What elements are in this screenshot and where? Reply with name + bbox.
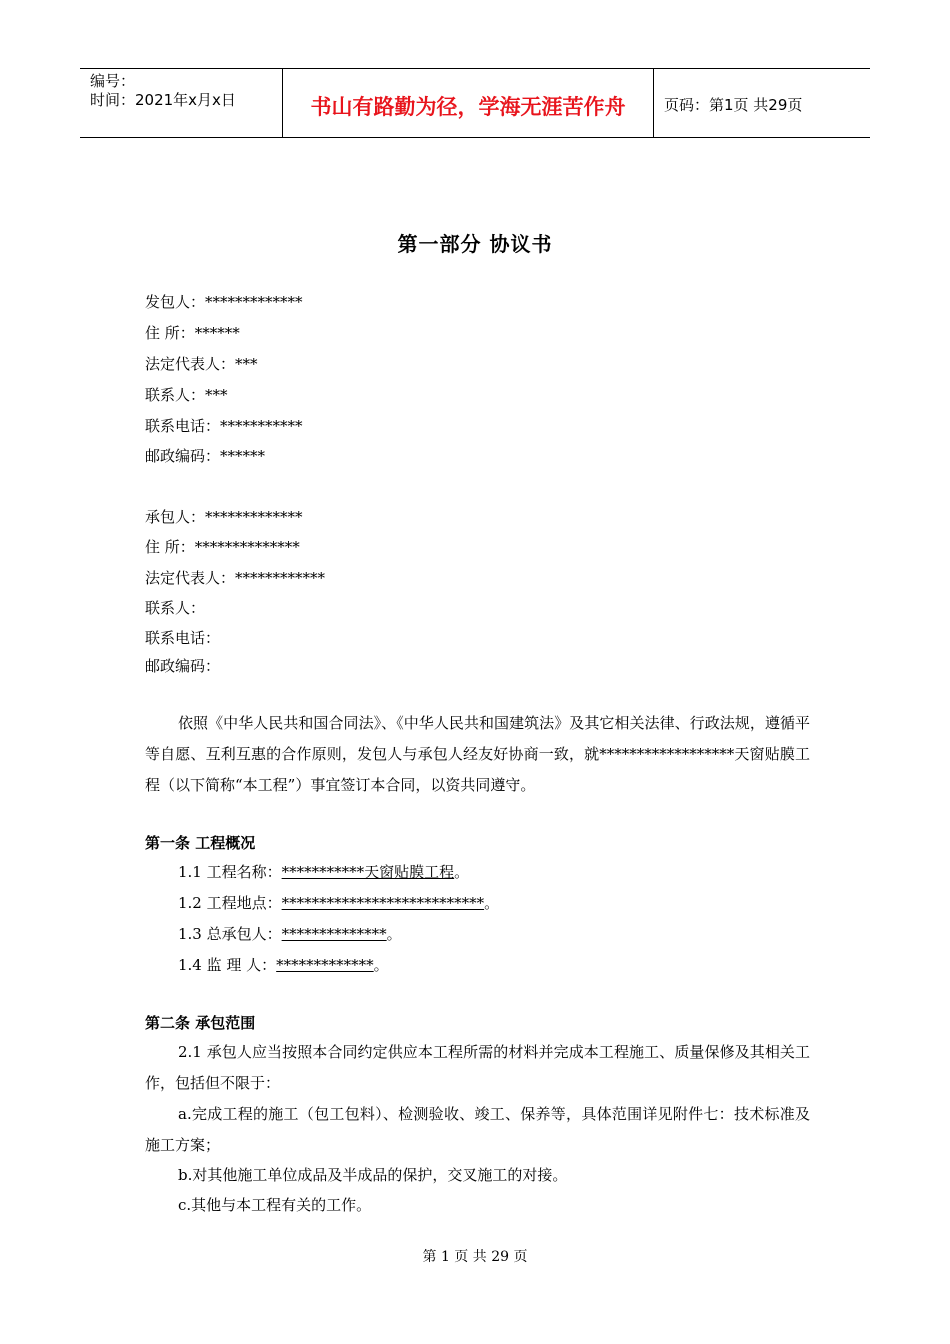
header-motto: 书山有路勤为径，学海无涯苦作舟 [282, 69, 654, 137]
header-left-cell [80, 69, 282, 137]
document-header [80, 68, 870, 138]
article1-heading: 第一条 工程概况 [145, 834, 256, 852]
contractor-line: 联系电话： [145, 629, 221, 647]
article2-paragraph: 2.1 承包人应当按照本合同约定供应本工程所需的材料并完成本工程施工、质量保修及其相关工作，包括但不限于： [145, 1043, 810, 1092]
article1-item: 1.4 监 理 人：*************。 [178, 956, 389, 974]
article2-item-c: c.其他与本工程有关的工作。 [178, 1196, 372, 1214]
header-page-info: 页码：第1页 共29页 [664, 95, 803, 114]
contractor-line: 住 所：************** [145, 538, 300, 556]
article2-heading: 第二条 承包范围 [145, 1014, 256, 1032]
article1-item: 1.3 总承包人：**************。 [178, 925, 402, 943]
article1-item: 1.2 工程地点：***************************。 [178, 894, 500, 912]
employer-line: 法定代表人：*** [145, 355, 258, 373]
contractor-line: 邮政编码： [145, 657, 221, 675]
page-footer: 第 1 页 共 29 页 [422, 1249, 528, 1265]
page-title: 第一部分 协议书 [397, 232, 553, 256]
contractor-line: 联系人： [145, 599, 206, 617]
contractor-line: 承包人：************* [145, 508, 303, 526]
article2-item-b: b.对其他施工单位成品及半成品的保护，交叉施工的对接。 [178, 1166, 568, 1184]
employer-line: 邮政编码：****** [145, 447, 266, 465]
employer-line: 发包人：************* [145, 293, 303, 311]
number-label: 编号： [90, 72, 136, 90]
article1-item: 1.1 工程名称：***********天窗贴膜工程。 [178, 863, 470, 881]
intro-paragraph: 依照《中华人民共和国合同法》、《中华人民共和国建筑法》及其它相关法律、行政法规，遵循平等自愿、互利互惠的合作原则，发包人与承包人经友好协商一致，就******************天窗贴膜工程（以下简称“本工程”）事宜签订本合同，以资共同遵守。 [145, 714, 810, 794]
article2-item-a: a.完成工程的施工（包工包料）、检测验收、竣工、保养等，具体范围详见附件七：技术标准及施工方案； [145, 1105, 810, 1154]
employer-line: 联系电话：*********** [145, 417, 303, 435]
employer-line: 联系人：*** [145, 386, 228, 404]
time-label: 时间：2021年x月x日 [90, 91, 236, 109]
employer-line: 住 所：****** [145, 324, 240, 342]
contractor-line: 法定代表人：************ [145, 569, 326, 587]
